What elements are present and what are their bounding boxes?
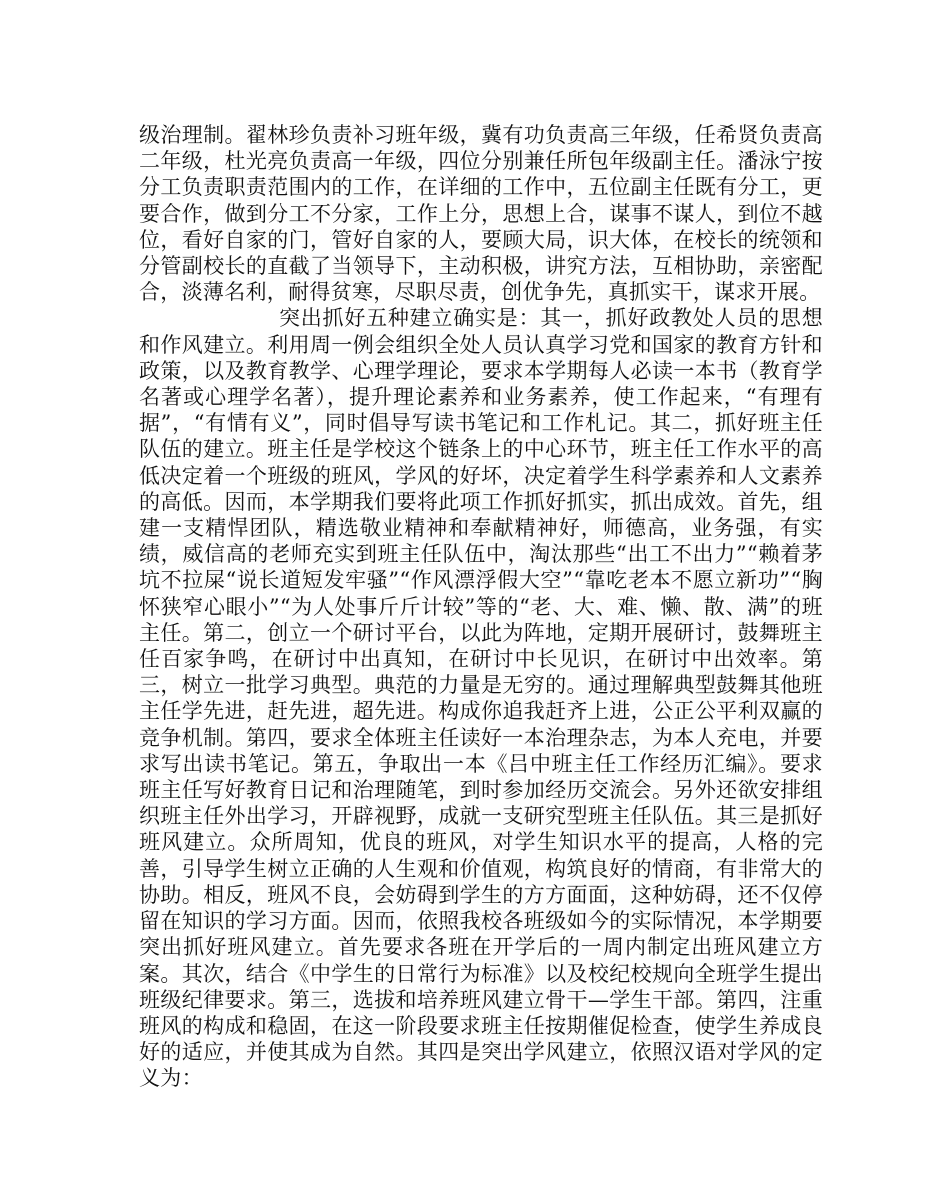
- document-body: [139, 122, 823, 1092]
- paragraph-2: 突出抓好五种建立确实是：其一，抓好政教处人员的思想和作风建立。利用周一例会组织全处人员认真学习党和国家的教育方针和政策，以及教育教学、心理学理论，要求本学期每人必读一本书（教育学名著或心理学名著），提升理论素养和业务素养，使工作起来，“有理有据”，“有情有义”，同时倡导写读书笔记和工作札记。其二，抓好班主任队伍的建立。班主任是学校这个链条上的中心环节，班主任工作水平的高低决定着一个班级的班风，学风的好坏，决定着学生科学素养和人文素养的高低。因而，本学期我们要将此项工作抓好抓实，抓出成效。首先，组建一支精悍团队，精选敬业精神和奉献精神好，师德高，业务强，有实绩，威信高的老师充实到班主任队伍中，淘汰那些“出工不出力”“赖着茅坑不拉屎“说长道短发牢骚”“作风漂浮假大空”“靠吃老本不愿立新功”“胸怀狭窄心眼小”“为人处事斤斤计较”等的“老、大、难、懒、散、满”的班主任。第二，创立一个研讨平台，以此为阵地，定期开展研讨，鼓舞班主任百家争鸣，在研讨中出真知，在研讨中长见识，在研讨中出效率。第三，树立一批学习典型。典范的力量是无穷的。通过理解典型鼓舞其他班主任学先进，赶先进，超先进。构成你追我赶齐上进，公正公平利双赢的竞争机制。第四，要求全体班主任读好一本治理杂志，为本人充电，并要求写出读书笔记。第五，争取出一本《吕中班主任工作经历汇编》。要求班主任写好教育日记和治理随笔，到时参加经历交流会。另外还欲安排组织班主任外出学习，开辟视野，成就一支研究型班主任队伍。其三是抓好班风建立。众所周知，优良的班风，对学生知识水平的提高，人格的完善，引导学生树立正确的人生观和价值观，构筑良好的情商，有非常大的协助。相反，班风不良，会妨碍到学生的方方面面，这种妨碍，还不仅停留在知识的学习方面。因而，依照我校各班级如今的实际情况，本学期要突出抓好班风建立。首先要求各班在开学后的一周内制定出班风建立方案。其次，结合《中学生的日常行为标准》以及校纪校规向全班学生提出班级纪律要求。第三，选拔和培养班风建立骨干—学生干部。第四，注重班风的构成和稳固，在这一阶段要求班主任按期催促检查，使学生养成良好的适应，并使其成为自然。其四是突出学风建立，依照汉语对学风的定义为：: [139, 306, 823, 1091]
- paragraph-1: 级治理制。翟林珍负责补习班年级，冀有功负责高三年级，任希贤负责高二年级，杜光亮负责高一年级，四位分别兼任所包年级副主任。潘泳宁按分工负责职责范围内的工作，在详细的工作中，五位副主任既有分工，更要合作，做到分工不分家，工作上分，思想上合，谋事不谋人，到位不越位，看好自家的门，管好自家的人，要顾大局，识大体，在校长的统领和分管副校长的直截了当领导下，主动积极，讲究方法，互相协助，亲密配合，淡薄名利，耐得贫寒，尽职尽责，创优争先，真抓实干，谋求开展。: [139, 123, 823, 305]
